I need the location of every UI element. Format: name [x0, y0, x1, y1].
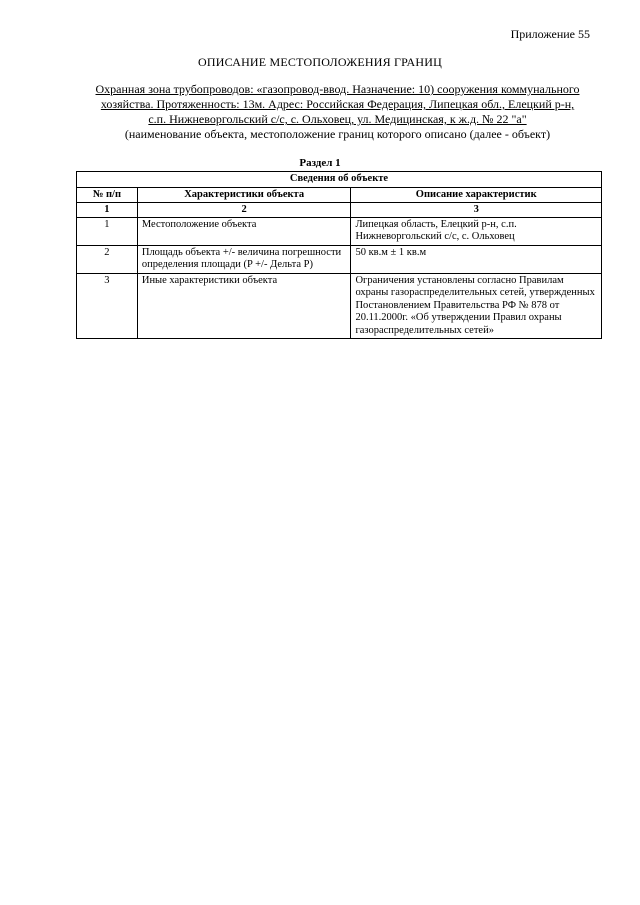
appendix-label: Приложение 55 — [510, 27, 590, 41]
column-header-characteristic: Характеристики объекта — [137, 187, 351, 203]
table-header-row — [77, 187, 602, 203]
row-description: 50 кв.м ± 1 кв.м — [351, 245, 602, 273]
column-number-2: 2 — [137, 203, 351, 218]
row-characteristic: Площадь объекта +/- величина погрешности определения площади (P +/- Дельта P) — [137, 245, 351, 273]
table-row — [77, 273, 602, 339]
row-number: 3 — [77, 273, 138, 339]
document-title: ОПИСАНИЕ МЕСТОПОЛОЖЕНИЯ ГРАНИЦ — [198, 55, 442, 69]
column-header-number: № п/п — [77, 187, 138, 203]
row-description: Ограничения установлены согласно Правилам охраны газораспределительных сетей, утвержденных Постановлением Правительства РФ № 878 от 20.11.2000г. «Об утверждении Правил охраны газораспределительных сетей» — [351, 273, 602, 339]
section-title: Раздел 1 — [299, 157, 341, 169]
column-number-3: 3 — [351, 203, 602, 218]
object-name-line-2: хозяйства. Протяженность: 13м. Адрес: Российская Федерация, Липецкая обл., Елецкий р-н, — [100, 97, 575, 111]
column-number-1: 1 — [77, 203, 138, 218]
row-number: 1 — [77, 217, 138, 245]
row-characteristic: Иные характеристики объекта — [137, 273, 351, 339]
table-row — [77, 217, 602, 245]
row-description: Липецкая область, Елецкий р-н, с.п. Нижневоргольский с/с, с. Ольховец — [351, 217, 602, 245]
table-title: Сведения об объекте — [77, 172, 602, 188]
object-name-line-3: с.п. Нижневоргольский с/с, с. Ольховец, ул. Медицинская, к ж.д. № 22 "а" — [148, 112, 527, 126]
object-info-table — [76, 171, 602, 339]
column-numbers-row — [77, 203, 602, 218]
table-title-row — [77, 172, 602, 188]
object-name-line-1: Охранная зона трубопроводов: «газопровод-ввод. Назначение: 10) сооружения коммунального — [95, 82, 580, 96]
object-caption: (наименование объекта, местоположение границ которого описано (далее - объект) — [124, 127, 551, 141]
column-header-description: Описание характеристик — [351, 187, 602, 203]
row-characteristic: Местоположение объекта — [137, 217, 351, 245]
table-row — [77, 245, 602, 273]
row-number: 2 — [77, 245, 138, 273]
object-description — [70, 82, 605, 142]
